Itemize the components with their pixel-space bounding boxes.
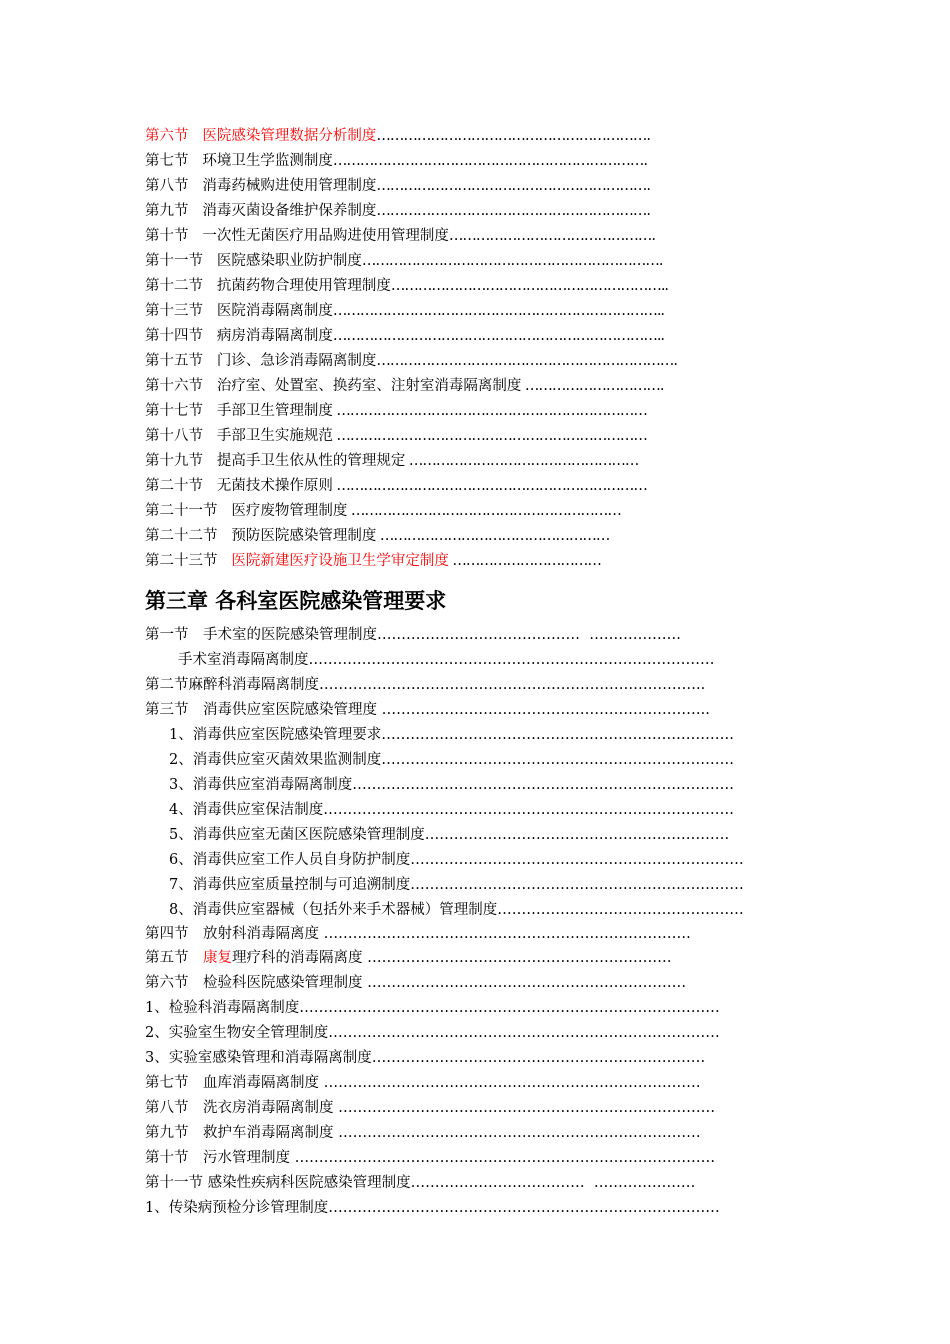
toc-leader-dots: …………………………………………………… bbox=[347, 503, 621, 519]
toc-entry-text: 第二节麻醉科消毒隔离制度…………………………………………………………………….. bbox=[145, 677, 706, 693]
toc-leader-dots: …………………………………………………………. bbox=[361, 253, 663, 269]
toc-gap bbox=[189, 128, 203, 144]
toc-section-title: 消毒灭菌设备维护保养制度 bbox=[202, 203, 377, 219]
toc-leader-dots: ……………………………………………………. bbox=[376, 128, 650, 144]
toc-section-number: 第九节 bbox=[145, 203, 189, 219]
toc-entry-text: 第十一节 感染性疾病科医院感染管理制度……………………………… ………………… bbox=[145, 1175, 696, 1191]
toc-section-number: 第二十二节 bbox=[145, 528, 218, 544]
toc-section-number: 第十六节 bbox=[145, 378, 203, 394]
toc-line bbox=[145, 1023, 720, 1043]
toc-line bbox=[145, 1173, 695, 1193]
toc-line bbox=[145, 1048, 705, 1068]
toc-line bbox=[145, 700, 710, 720]
toc-leader-dots: …………………………………………………….. bbox=[390, 278, 669, 294]
toc-section-number: 第十二节 bbox=[145, 278, 203, 294]
toc-line bbox=[145, 126, 650, 146]
toc-gap bbox=[203, 278, 217, 294]
toc-gap bbox=[203, 303, 217, 319]
toc-section-title: 无菌技术操作原则 bbox=[216, 478, 333, 494]
toc-line bbox=[145, 501, 621, 521]
toc-gap bbox=[218, 528, 232, 544]
toc-entry-text: 第七节 血库消毒隔离制度 …………………………………………………………………… bbox=[145, 1075, 701, 1091]
toc-entry-text: 手术室消毒隔离制度………………………………………………………………………… bbox=[178, 652, 715, 668]
toc-section-title: 医疗废物管理制度 bbox=[231, 503, 348, 519]
toc-gap bbox=[203, 453, 217, 469]
toc-entry-text: 第八节 洗衣房消毒隔离制度 …………………………………………………………………… bbox=[145, 1100, 716, 1116]
toc-entry-text: 第十节 污水管理制度 …………………………………………………………………………… bbox=[145, 1150, 716, 1166]
toc-line bbox=[145, 476, 647, 496]
toc-entry-text: 第一节 手术室的医院感染管理制度…………………………………… ………………. bbox=[145, 627, 681, 643]
toc-gap bbox=[203, 478, 217, 494]
toc-section-title: 医院消毒隔离制度 bbox=[216, 303, 333, 319]
toc-entry-text: 3、实验室感染管理和消毒隔离制度…………………………………………………………… bbox=[145, 1050, 706, 1066]
toc-gap bbox=[203, 353, 217, 369]
toc-line bbox=[145, 376, 664, 396]
toc-line bbox=[169, 900, 744, 920]
toc-line bbox=[145, 1098, 715, 1118]
toc-section-number: 第十九节 bbox=[145, 453, 203, 469]
toc-line bbox=[145, 326, 664, 346]
toc-section-number: 第十五节 bbox=[145, 353, 203, 369]
toc-section-number: 第十七节 bbox=[145, 403, 203, 419]
toc-entry-text: 6、消毒供应室工作人员自身防护制度…………………………………………………………… bbox=[169, 852, 744, 868]
toc-line bbox=[169, 800, 734, 820]
toc-line bbox=[145, 526, 609, 546]
toc-section-number: 第二十三节 bbox=[145, 553, 218, 569]
toc-section-title: 预防医院感染管理制度 bbox=[231, 528, 377, 544]
toc-line bbox=[169, 875, 744, 895]
toc-gap bbox=[203, 253, 217, 269]
toc-section-number: 第十四节 bbox=[145, 328, 203, 344]
toc-line bbox=[145, 1123, 701, 1143]
toc-leader-dots: ……………………………………………………………….. bbox=[332, 303, 665, 319]
toc-gap bbox=[189, 153, 203, 169]
toc-leader-dots: …………………………………………… bbox=[405, 453, 639, 469]
toc-gap bbox=[203, 428, 217, 444]
toc-leader-dots: …………………………………………………………… bbox=[332, 428, 647, 444]
toc-gap bbox=[189, 178, 203, 194]
toc-section-title: 环境卫生学监测制度 bbox=[202, 153, 333, 169]
toc-section-title: 医院感染管理数据分析制度 bbox=[202, 128, 377, 144]
toc-line bbox=[169, 725, 734, 745]
toc-line bbox=[145, 1148, 715, 1168]
toc-entry-text: 第六节 检验科医院感染管理制度 ………………………………………………………… bbox=[145, 975, 687, 991]
toc-entry-text: 2、实验室生物安全管理制度……………………………………………………………………… bbox=[145, 1025, 720, 1041]
toc-line bbox=[145, 401, 647, 421]
toc-entry-text: 第三节 消毒供应室医院感染管理度 ………………………………………………………….. bbox=[145, 702, 710, 718]
toc-leader-dots: ……………………………………………………. bbox=[376, 203, 650, 219]
toc-section-number: 第十一节 bbox=[145, 253, 203, 269]
toc-section-title: 抗菌药物合理使用管理制度 bbox=[216, 278, 391, 294]
toc-section-title: 一次性无菌医疗用品购进使用管理制度 bbox=[202, 228, 449, 244]
toc-entry-text: 3、消毒供应室消毒隔离制度……………………………………………………………………. bbox=[169, 777, 734, 793]
toc-line bbox=[145, 998, 720, 1018]
chapter-heading: 第三章 各科室医院感染管理要求 bbox=[145, 589, 447, 613]
toc-section-number: 第二十节 bbox=[145, 478, 203, 494]
toc-entry-text: 1、检验科消毒隔离制度…………………………………………………………………………… bbox=[145, 1000, 720, 1016]
toc-leader-dots: ……………………………………………………………….. bbox=[332, 328, 665, 344]
toc-line bbox=[145, 351, 677, 371]
toc-entry-text: 第九节 救护车消毒隔离制度 ………………………………………………………………… bbox=[145, 1125, 701, 1141]
toc-section-number: 第十八节 bbox=[145, 428, 203, 444]
toc-line bbox=[169, 750, 734, 770]
toc-section-title: 病房消毒隔离制度 bbox=[216, 328, 333, 344]
toc-line bbox=[145, 551, 601, 571]
toc-section-number: 第八节 bbox=[145, 178, 189, 194]
toc-leader-dots: …………………………………………………………. bbox=[376, 353, 677, 369]
toc-leader-dots: ……………………………………………………………. bbox=[332, 153, 647, 169]
toc-gap bbox=[203, 403, 217, 419]
toc-gap bbox=[203, 378, 217, 394]
toc-section-title: 理疗科的消毒隔离度 ……………………………………………………… bbox=[232, 950, 672, 966]
toc-section-title: 消毒药械购进使用管理制度 bbox=[202, 178, 377, 194]
toc-line bbox=[145, 1073, 701, 1093]
toc-line bbox=[145, 924, 691, 944]
toc-line bbox=[178, 650, 715, 670]
toc-line bbox=[145, 675, 705, 695]
toc-section-number: 第十节 bbox=[145, 228, 189, 244]
toc-section-number: 第七节 bbox=[145, 153, 189, 169]
toc-entry-text: 7、消毒供应室质量控制与可追溯制度…………………………………………………………… bbox=[169, 877, 744, 893]
toc-section-number: 第五节 bbox=[145, 950, 203, 966]
toc-leader-dots: …………………………. bbox=[521, 378, 664, 394]
toc-line bbox=[145, 1198, 720, 1218]
toc-leader-dots: ……………………………………………………. bbox=[376, 178, 650, 194]
toc-section-number: 第六节 bbox=[145, 128, 189, 144]
toc-line bbox=[145, 226, 655, 246]
toc-line bbox=[145, 301, 664, 321]
toc-entry-text: 5、消毒供应室无菌区医院感染管理制度……………………………………………………… bbox=[169, 827, 730, 843]
toc-entry-text: 1、消毒供应室医院感染管理要求………………………………………………………………. bbox=[169, 727, 734, 743]
toc-gap bbox=[218, 553, 232, 569]
toc-line bbox=[145, 151, 647, 171]
toc-line bbox=[145, 426, 647, 446]
toc-leader-dots: …………………………………………… bbox=[376, 528, 610, 544]
toc-entry-text: 4、消毒供应室保洁制度…………………………………………………………………………. bbox=[169, 802, 734, 818]
toc-line bbox=[145, 176, 650, 196]
toc-section-number: 第二十一节 bbox=[145, 503, 218, 519]
toc-section-title: 门诊、急诊消毒隔离制度 bbox=[216, 353, 377, 369]
toc-line bbox=[145, 973, 686, 993]
toc-section-title: 医院新建医疗设施卫生学审定制度 bbox=[231, 553, 449, 569]
toc-section-title: 提高手卫生依从性的管理规定 bbox=[216, 453, 406, 469]
toc-section-title: 医院感染职业防护制度 bbox=[216, 253, 362, 269]
toc-line bbox=[145, 251, 662, 271]
toc-line bbox=[145, 451, 638, 471]
toc-line bbox=[169, 825, 729, 845]
toc-line bbox=[145, 276, 668, 296]
toc-gap bbox=[189, 203, 203, 219]
toc-gap bbox=[189, 228, 203, 244]
toc-leader-dots: …………………………… bbox=[448, 553, 601, 569]
toc-entry-text: 2、消毒供应室灭菌效果监测制度………………………………………………………………. bbox=[169, 752, 734, 768]
toc-leader-dots: …………………………………………………………… bbox=[332, 403, 647, 419]
toc-line bbox=[145, 625, 681, 645]
toc-section-number: 第十三节 bbox=[145, 303, 203, 319]
toc-gap bbox=[218, 503, 232, 519]
toc-line bbox=[145, 201, 650, 221]
toc-line bbox=[169, 775, 734, 795]
toc-entry-text: 8、消毒供应室器械（包括外来手术器械）管理制度…………………………………………… bbox=[169, 902, 744, 918]
toc-leader-dots: …………………………………………………………… bbox=[332, 478, 647, 494]
toc-section-title: 手部卫生实施规范 bbox=[216, 428, 333, 444]
toc-gap bbox=[203, 328, 217, 344]
toc-line bbox=[145, 948, 672, 968]
toc-leader-dots: ………………………………………. bbox=[448, 228, 655, 244]
toc-entry-text: 1、传染病预检分诊管理制度……………………………………………………………………… bbox=[145, 1200, 720, 1216]
toc-highlight-text: 康复 bbox=[203, 950, 232, 966]
toc-section-title: 治疗室、处置室、换药室、注射室消毒隔离制度 bbox=[216, 378, 522, 394]
toc-line bbox=[169, 850, 744, 870]
toc-section-title: 手部卫生管理制度 bbox=[216, 403, 333, 419]
toc-entry-text: 第四节 放射科消毒隔离度 …………………………………………………………………. bbox=[145, 926, 691, 942]
